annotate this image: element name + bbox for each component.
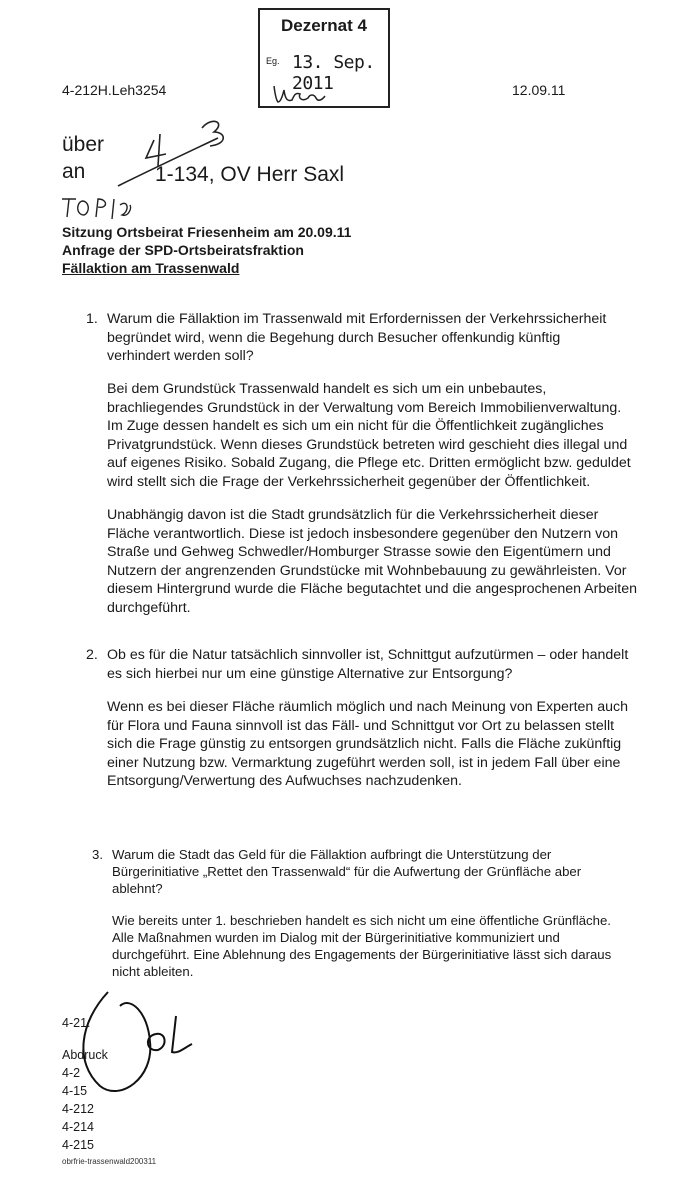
copy-label: Abdruck bbox=[62, 1048, 108, 1062]
copy-recipient: 4-15 bbox=[62, 1084, 88, 1098]
stamp-date: 13. Sep. 2011 bbox=[292, 52, 375, 94]
copy-recipient: 4-214 bbox=[62, 1120, 94, 1134]
question-3-text: Warum die Stadt das Geld für die Fällaktion aufbringt die Unterstützung der Bürgerinitiative „Rettet den Trassenwald“ für die Aufwertung der Grünfläche aber ablehnt? bbox=[112, 847, 582, 896]
question-3-number: 3. bbox=[92, 847, 103, 862]
question-1-text: Warum die Fällaktion im Trassenwald mit Erfordernissen der Verkehrssicherheit begründet wird, wenn die Begehung durch Besucher offenkundig künftig verhindert werden soll? bbox=[107, 311, 607, 364]
copy-recipient: 4-215 bbox=[62, 1138, 94, 1152]
stamp-initials-signature bbox=[270, 80, 330, 106]
sign-off-label: 4-21: bbox=[62, 1016, 91, 1030]
to-label: an bbox=[62, 160, 86, 183]
stamp-department: Dezernat 4 bbox=[281, 16, 367, 35]
copy-recipient: 4-212 bbox=[62, 1102, 94, 1116]
handwritten-top-number bbox=[60, 195, 140, 221]
topic-line: Fällaktion am Trassenwald bbox=[62, 260, 240, 276]
question-1-number: 1. bbox=[86, 311, 98, 327]
answer-2-text: Wenn es bei dieser Fläche räumlich möglich und nach Meinung von Experten auch für Flora und Fauna sinnvoll ist das Fäll- und Schnittgut vor Ort zu belassen stellt sich die Frage günstig zu entsorgen grundsätzlich nicht. Falls die Fläche zukünftig einer Nutzung bzw. Vermarktung zugeführt werden soll, ist in jedem Fall über eine Entsorgung/Verwertung des Aufwuchses nachzudenken. bbox=[107, 699, 629, 789]
answer-3-text: Wie bereits unter 1. beschrieben handelt es sich nicht um eine öffentliche Grünfläche. Alle Maßnahmen wurden im Dialog mit der Bürgerinitiative kommuniziert und durchgeführt. Eine Ablehnung des Engagements der Bürgerinitiative lässt sich daraus nicht ableiten. bbox=[112, 913, 612, 979]
inquiry-line: Anfrage der SPD-Ortsbeiratsfraktion bbox=[62, 242, 304, 258]
reference-number: 4-212H.Leh3254 bbox=[62, 82, 167, 98]
copy-recipient: 4-2 bbox=[62, 1066, 81, 1080]
question-2-number: 2. bbox=[86, 647, 98, 663]
meeting-line: Sitzung Ortsbeirat Friesenheim am 20.09.11 bbox=[62, 224, 352, 240]
answer-1-text: Bei dem Grundstück Trassenwald handelt es sich um ein unbebautes, brachliegendes Grundstück in der Verwaltung vom Bereich Immobilienverwaltung. Im Zuge dessen handelt es sich um ein nicht für die Öffentlichkeit zugängliches Privatgrundstück. Wenn dieses Grundstück betreten wird geschieht dies illegal und auf eigenes Risiko. Sobald Zugang, die Pflege etc. Dritten ermöglicht bzw. geduldet wird stellt sich die Frage der Verkehrssicherheit gegenüber der Öffentlichkeit. bbox=[107, 381, 631, 490]
recipient: 1-134, OV Herr Saxl bbox=[155, 163, 345, 186]
question-2-text: Ob es für die Natur tatsächlich sinnvoller ist, Schnittgut aufzutürmen – oder handelt es sich hierbei nur um eine günstige Alternative zur Entsorgung? bbox=[107, 647, 629, 682]
document-date: 12.09.11 bbox=[512, 82, 566, 98]
handwritten-routing-mark bbox=[110, 108, 270, 198]
file-name: obrfrie-trassenwald200311 bbox=[62, 1157, 157, 1166]
via-label: über bbox=[62, 133, 105, 156]
stamp-prefix: Eg. bbox=[266, 56, 280, 66]
answer-1-text-continued: Unabhängig davon ist die Stadt grundsätzlich für die Verkehrssicherheit dieser Fläche verantwortlich. Diese ist jedoch insbesondere gegenüber den Nutzern von Straße und Gehweg Schwedler/Homburger Strasse sowie den Eigentümern und Nutzern der angrenzenden Grundstücke mit Wohnbebauung zu gewährleisten. Vor diesem Hintergrund wurde die Fläche begutachtet und die angesprochenen Arbeiten durchgeführt. bbox=[107, 507, 638, 616]
received-stamp bbox=[258, 8, 390, 108]
